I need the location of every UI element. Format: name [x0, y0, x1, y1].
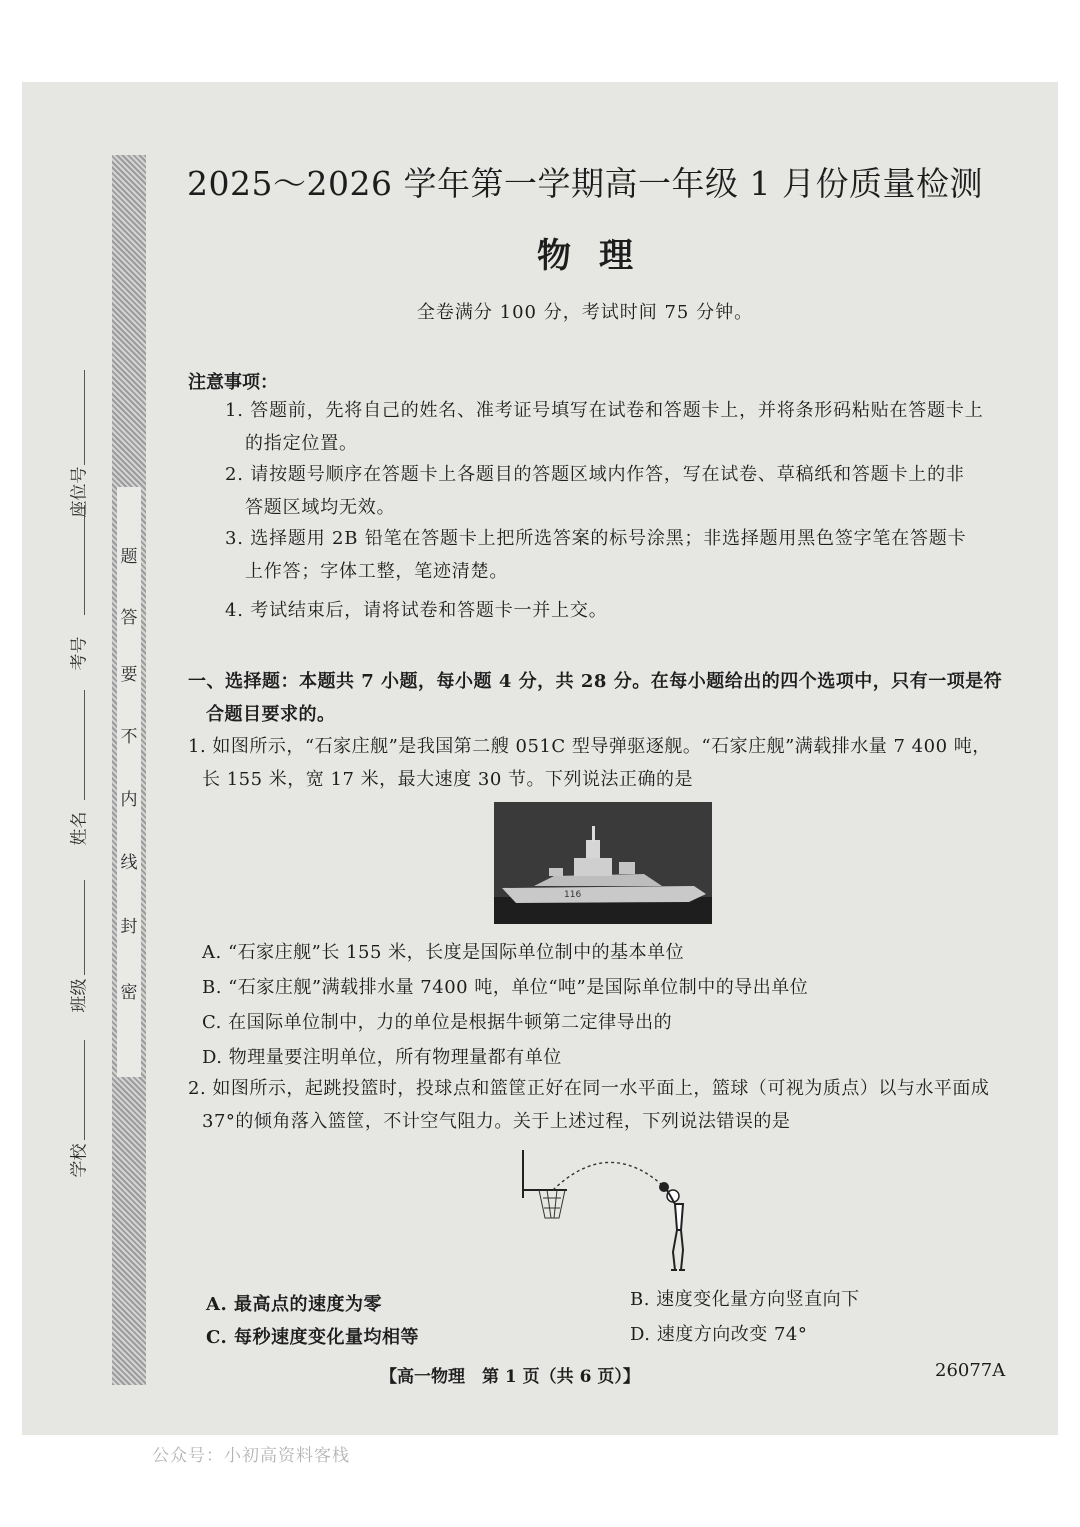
question-line: 37°的倾角落入篮筐，不计空气阻力。关于上述过程，下列说法错误的是 [202, 1111, 791, 1132]
question-line: 长 155 米，宽 17 米，最大速度 30 节。下列说法正确的是 [202, 769, 693, 790]
paper-code: 26077A [935, 1360, 1006, 1381]
watermark: 公众号：小初高资料客栈 [152, 1446, 350, 1466]
q1-option-d[interactable]: D. 物理量要注明单位，所有物理量都有单位 [202, 1047, 562, 1068]
seal-char: 封 [120, 917, 138, 937]
seal-char: 不 [120, 727, 138, 747]
school-field-label: 学校 [69, 1143, 90, 1178]
destroyer-illustration [494, 802, 712, 924]
subject-title: 物理 [537, 236, 661, 276]
page-footer: 【高一物理 第 1 页（共 6 页）】 [380, 1367, 640, 1387]
section-heading [188, 665, 1018, 731]
question-2-stem [188, 1072, 1018, 1138]
section-line: 合题目要求的。 [206, 704, 336, 725]
name-field-line[interactable] [84, 690, 85, 800]
notice-line: 4. 考试结束后，请将试卷和答题卡一并上交。 [225, 600, 608, 621]
notice-item-3 [225, 522, 1015, 588]
q1-option-a[interactable]: A. “石家庄舰”长 155 米，长度是国际单位制中的基本单位 [202, 942, 685, 963]
exam-number-field-label: 考号 [69, 636, 90, 671]
q2-option-c[interactable]: C. 每秒速度变化量均相等 [206, 1327, 420, 1348]
notice-item-4 [225, 594, 1015, 627]
question-line: 1. 如图所示，“石家庄舰”是我国第二艘 051C 型导弹驱逐舰。“石家庄舰”满载排水量 7 400 吨， [188, 736, 991, 757]
seal-char: 密 [120, 983, 138, 1003]
seal-char: 线 [120, 853, 138, 873]
seal-char: 答 [120, 608, 138, 628]
hull-number: 116 [564, 890, 582, 900]
notice-line: 3. 选择题用 2B 铅笔在答题卡上把所选答案的标号涂黑；非选择题用黑色签字笔在答题卡 [225, 528, 967, 549]
notice-line: 答题区域均无效。 [245, 497, 396, 518]
basketball-diagram [515, 1146, 695, 1278]
class-field-label: 班级 [69, 978, 90, 1013]
seat-number-field-line[interactable] [84, 370, 85, 465]
class-field-line[interactable] [84, 880, 85, 975]
seal-char: 题 [120, 547, 138, 567]
notice-line: 2. 请按题号顺序在答题卡上各题目的答题区域内作答，写在试卷、草稿纸和答题卡上的非 [225, 464, 965, 485]
notice-line: 1. 答题前，先将自己的姓名、准考证号填写在试卷和答题卡上，并将条形码粘贴在答题卡上 [225, 400, 984, 421]
question-1-stem [188, 730, 1018, 796]
q1-option-c[interactable]: C. 在国际单位制中，力的单位是根据牛顿第二定律导出的 [202, 1012, 673, 1033]
exam-title: 2025～2026 学年第一学期高一年级 1 月份质量检测 [187, 164, 983, 203]
seal-char: 要 [120, 665, 138, 685]
basket-net [539, 1190, 565, 1218]
q1-option-b[interactable]: B. “石家庄舰”满载排水量 7400 吨，单位“吨”是国际单位制中的导出单位 [202, 977, 809, 998]
player-legs [673, 1230, 683, 1270]
seat-number-field-label: 座位号 [69, 466, 90, 518]
score-note: 全卷满分 100 分，考试时间 75 分钟。 [416, 302, 754, 323]
notice-item-1 [225, 394, 1015, 460]
question-line: 2. 如图所示，起跳投篮时，投球点和篮筐正好在同一水平面上，篮球（可视为质点）以与水平面成 [188, 1078, 990, 1099]
destroyer-photo [494, 802, 712, 924]
notice-line: 的指定位置。 [245, 433, 358, 454]
section-line: 一、选择题：本题共 7 小题，每小题 4 分，共 28 分。在每小题给出的四个选项中，只有一项是符 [188, 671, 1003, 692]
q2-option-d[interactable]: D. 速度方向改变 74° [630, 1324, 808, 1345]
name-field-label: 姓名 [69, 811, 90, 846]
notice-line: 上作答；字体工整，笔迹清楚。 [245, 561, 509, 582]
school-field-line[interactable] [84, 1040, 85, 1140]
seal-char: 内 [120, 790, 138, 810]
q2-option-b[interactable]: B. 速度变化量方向竖直向下 [630, 1289, 860, 1310]
q2-option-a[interactable]: A. 最高点的速度为零 [206, 1294, 382, 1315]
notice-heading: 注意事项： [188, 372, 278, 393]
exam-number-field-line[interactable] [84, 505, 85, 615]
notice-item-2 [225, 458, 1015, 524]
ball-trajectory [553, 1162, 661, 1190]
